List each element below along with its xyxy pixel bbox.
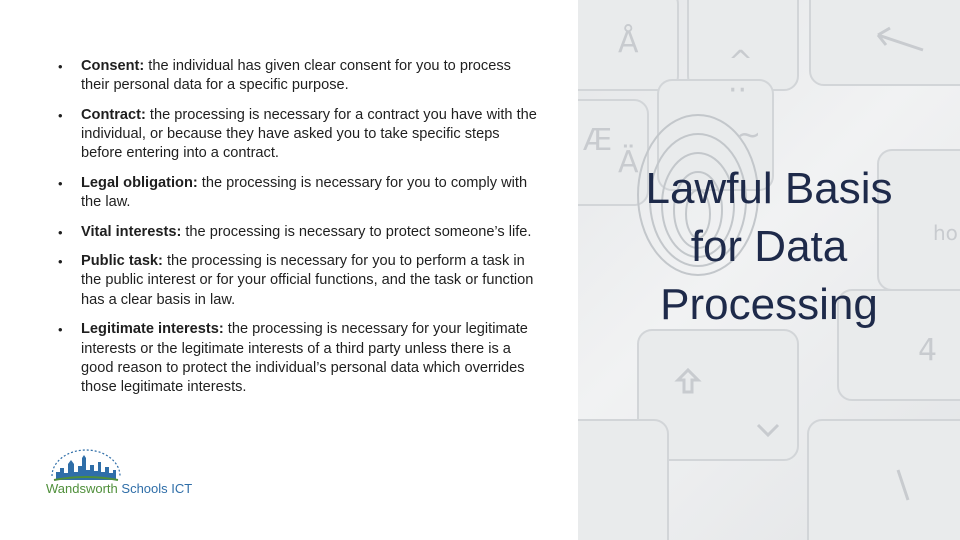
list-item-contract xyxy=(58,106,543,164)
bullet-icon: • xyxy=(58,175,63,191)
bullet-icon: • xyxy=(58,322,63,338)
keyboard-background-panel xyxy=(578,0,960,540)
svg-text:~: ~ xyxy=(736,118,762,153)
term-description: the processing is necessary for your legitimate interests or the legitimate interests of a third party unless there is a good reason to protect the individual’s personal data which overrides those legitimate interests. xyxy=(81,321,528,396)
term-description: the individual has given clear consent for you to process their personal data for a specific purpose. xyxy=(81,58,511,94)
svg-text:Å: Å xyxy=(618,25,639,60)
logo-wordmark xyxy=(46,481,192,496)
lawful-basis-list xyxy=(58,57,543,408)
term-description: the processing is necessary for you to perform a task in the public interest or for your official functions, and the task or function has a clear basis in law. xyxy=(81,253,534,308)
term-description: the processing is necessary for a contract you have with the individual, or because they have asked you to take specific steps before entering into a contract. xyxy=(81,106,537,162)
term-label: Consent: xyxy=(81,58,145,74)
bullet-icon: • xyxy=(58,254,63,270)
svg-text:ho: ho xyxy=(933,221,958,245)
term-label: Legitimate interests: xyxy=(81,321,224,338)
svg-text:Æ: Æ xyxy=(583,123,613,158)
term-label: Public task: xyxy=(81,253,163,270)
skyline-emblem-icon xyxy=(46,446,126,482)
term-description: the processing is necessary for you to comply with the law. xyxy=(81,174,528,211)
list-item-consent xyxy=(58,57,543,96)
list-item-legal-obligation xyxy=(58,174,543,213)
logo-word-schools-ict: Schools ICT xyxy=(117,481,193,496)
bullet-icon: • xyxy=(58,224,63,240)
title-line-1: Lawful Basis xyxy=(645,164,893,213)
list-item-public-task xyxy=(58,252,543,310)
wandsworth-schools-ict-logo xyxy=(46,446,206,498)
term-description: the processing is necessary to protect someone’s life. xyxy=(181,223,532,240)
term-label: Legal obligation: xyxy=(81,174,198,191)
logo-word-wandsworth: Wandsworth xyxy=(46,481,118,496)
svg-text:··: ·· xyxy=(728,73,748,108)
term-label: Vital interests: xyxy=(81,223,182,240)
list-item-vital-interests xyxy=(58,223,543,242)
title-line-2: for Data xyxy=(690,222,848,271)
slide-title xyxy=(604,160,934,334)
svg-text:4: 4 xyxy=(918,333,938,368)
bullet-icon: • xyxy=(58,59,63,74)
bullet-icon: • xyxy=(58,107,63,123)
svg-text:Ä: Ä xyxy=(618,145,639,180)
svg-text:^: ^ xyxy=(728,45,754,80)
list-item-legitimate-interests xyxy=(58,320,543,397)
term-label: Contract: xyxy=(81,106,146,123)
title-line-3: Processing xyxy=(660,280,878,329)
